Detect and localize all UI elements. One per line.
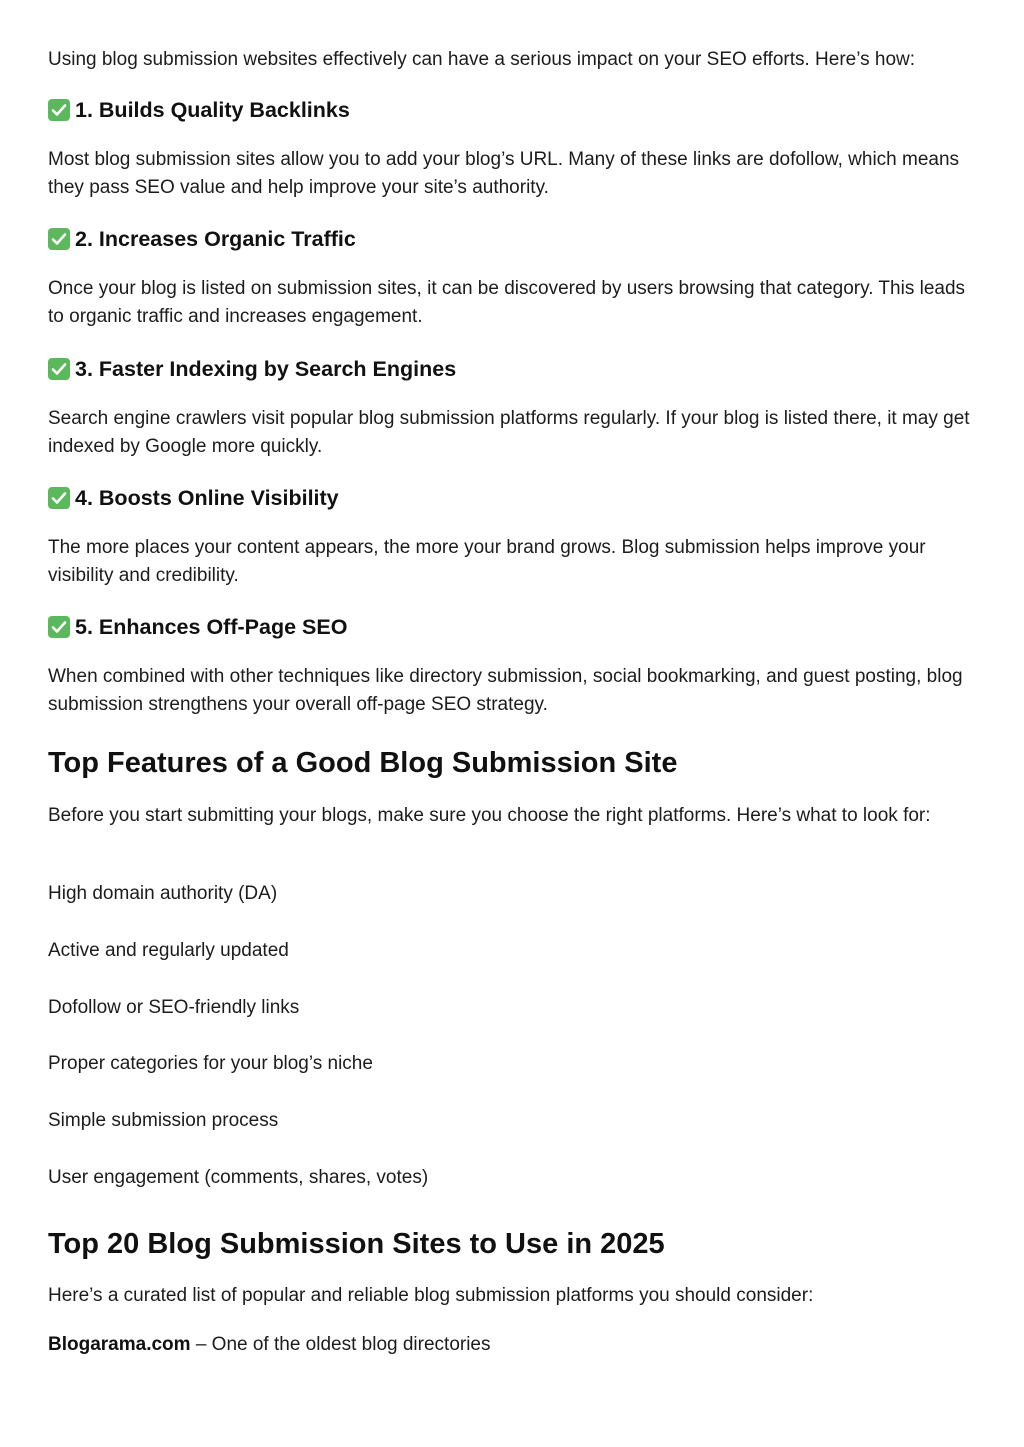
- feature-item: High domain authority (DA): [48, 883, 278, 904]
- benefit-heading-4: [48, 484, 339, 512]
- site-list-item: [48, 1331, 491, 1359]
- benefit-text-4: The more places your content appears, the more your brand grows. Blog submission helps improve your visibility and credibility.: [48, 537, 926, 586]
- feature-item: Proper categories for your blog’s niche: [48, 1053, 373, 1074]
- sites-intro: Here’s a curated list of popular and reliable blog submission platforms you should consider:: [48, 1285, 814, 1306]
- benefit-heading-2: [48, 225, 356, 253]
- feature-item: User engagement (comments, shares, votes): [48, 1167, 429, 1188]
- benefit-title: 1. Builds Quality Backlinks: [75, 98, 350, 122]
- check-mark-icon: [48, 616, 70, 638]
- features-heading: Top Features of a Good Blog Submission Site: [48, 747, 678, 779]
- benefit-title: 4. Boosts Online Visibility: [75, 486, 339, 510]
- benefit-title: 3. Faster Indexing by Search Engines: [75, 357, 457, 381]
- feature-item: Active and regularly updated: [48, 940, 289, 961]
- feature-item: Simple submission process: [48, 1110, 279, 1131]
- benefit-heading-5: [48, 613, 347, 641]
- benefit-title: 5. Enhances Off-Page SEO: [75, 615, 348, 639]
- benefit-text-5: When combined with other techniques like directory submission, social bookmarking, and guest posting, blog submission strengthens your overall off-page SEO strategy.: [48, 666, 963, 715]
- check-mark-icon: [48, 99, 70, 121]
- benefit-text-1: Most blog submission sites allow you to add your blog’s URL. Many of these links are dofollow, which means they pass SEO value and help improve your site’s authority.: [48, 149, 960, 198]
- benefit-text-2: Once your blog is listed on submission sites, it can be discovered by users browsing that category. This leads to organic traffic and increases engagement.: [48, 278, 966, 327]
- sites-heading: Top 20 Blog Submission Sites to Use in 2025: [48, 1228, 665, 1260]
- site-name: Blogarama.com: [48, 1334, 191, 1355]
- intro-paragraph: Using blog submission websites effectively can have a serious impact on your SEO efforts. Here’s how:: [48, 49, 916, 70]
- benefit-heading-1: [48, 96, 350, 124]
- check-mark-icon: [48, 487, 70, 509]
- features-intro: Before you start submitting your blogs, make sure you choose the right platforms. Here’s what to look for:: [48, 805, 931, 826]
- benefit-text-3: Search engine crawlers visit popular blog submission platforms regularly. If your blog is listed there, it may get indexed by Google more quickly.: [48, 408, 970, 457]
- check-mark-icon: [48, 228, 70, 250]
- benefit-title: 2. Increases Organic Traffic: [75, 227, 356, 251]
- benefit-heading-3: [48, 355, 456, 383]
- feature-item: Dofollow or SEO-friendly links: [48, 997, 300, 1018]
- check-mark-icon: [48, 358, 70, 380]
- site-description: – One of the oldest blog directories: [190, 1334, 491, 1355]
